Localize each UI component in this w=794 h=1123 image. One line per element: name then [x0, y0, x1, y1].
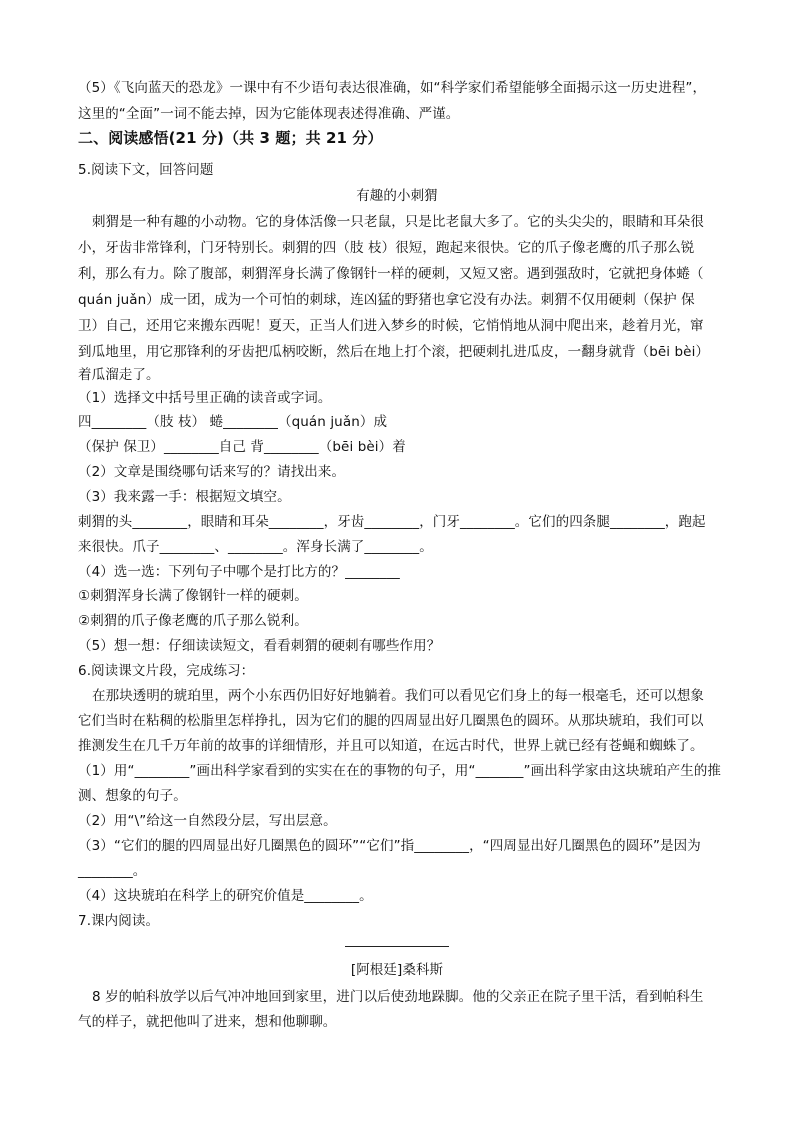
author-line: [阿根廷]桑科斯 — [350, 962, 444, 978]
question-6-heading: 6.阅读课文片段，完成练习： — [78, 663, 255, 679]
title-blank-line — [345, 946, 449, 947]
question-4-5-line-2: 这里的“全面”一词不能去掉，因为它能体现表述得准确、严谨。 — [78, 106, 460, 122]
answer-line: （保护 保卫）________自己 背________（bēi bèi）着 — [78, 439, 406, 455]
passage-line: 它们当时在粘稠的松脂里怎样挣扎，因为它们的腿的四周显出好几圈黑色的圆环。从那块琥珀，我们可以 — [78, 713, 704, 729]
choice-1: ①刺猬浑身长满了像钢针一样的硬刺。 — [78, 588, 308, 604]
fill-blank-line: 刺猬的头________，眼睛和耳朵________，牙齿________，门牙________。它们的四条腿________，跑起 — [78, 514, 706, 530]
section-heading: 二、阅读感悟(21 分)（共 3 题；共 21 分） — [78, 129, 383, 147]
question-5-heading: 5.阅读下文，回答问题 — [78, 162, 214, 178]
question-5-3: （3）我来露一手：根据短文填空。 — [78, 489, 291, 505]
passage-line: 推测发生在几千万年前的故事的详细情形，并且可以知道，在远古时代，世界上就已经有苍蝇和蜘蛛了。 — [78, 738, 704, 754]
question-6-1: （1）用“________”画出科学家看到的实实在在的事物的句子，用“_______”画出科学家由这块琥珀产生的推 — [78, 763, 722, 779]
passage-line: 气的样子，就把他叫了进来，想和他聊聊。 — [78, 1014, 337, 1030]
passage-line: 卫）自己，还用它来搬东西呢！夏天，正当人们进入梦乡的时候，它悄悄地从洞中爬出来，趁着月光，窜 — [78, 318, 704, 334]
passage-line: quán juǎn）成一团，成为一个可怕的刺球，连凶猛的野猪也拿它没有办法。刺猬不仅用硬刺（保护 保 — [78, 292, 695, 308]
question-4-5-line-1: （5）《飞向蓝天的恐龙》一课中有不少语句表达很准确，如“科学家们希望能够全面揭示这一历史进程”， — [78, 80, 707, 96]
question-6-4: （4）这块琥珀在科学上的研究价值是________。 — [78, 888, 373, 904]
passage-line: 利，那么有力。除了腹部，刺猬浑身长满了像钢针一样的硬刺，又短又密。遇到强敌时，它就把身体蜷（ — [78, 266, 704, 282]
passage-line: 小，牙齿非常锋利，门牙特别长。刺猬的四（肢 枝）很短，跑起来很快。它的爪子像老鹰的爪子那么锐 — [78, 240, 695, 256]
passage-line: 8 岁的帕科放学以后气冲冲地回到家里，进门以后使劲地跺脚。他的父亲正在院子里干活，看到帕科生 — [92, 989, 704, 1005]
question-6-1-cont: 测、想象的句子。 — [78, 788, 187, 804]
question-6-3: （3）“它们的腿的四周显出好几圈黑色的圆环”“它们”指________，“四周显出好几圈黑色的圆环”是因为 — [78, 838, 701, 854]
choice-2: ②刺猬的爪子像老鹰的爪子那么锐利。 — [78, 613, 308, 629]
passage-title: 有趣的小刺猬 — [356, 188, 438, 204]
question-5-2: （2）文章是围绕哪句话来写的？请找出来。 — [78, 464, 346, 480]
question-6-2: （2）用“\”给这一自然段分层，写出层意。 — [78, 813, 337, 829]
question-5-4: （4）选一选：下列句子中哪个是打比方的？________ — [78, 564, 400, 580]
title-blank — [0, 946, 794, 947]
passage-line: 刺猬是一种有趣的小动物。它的身体活像一只老鼠，只是比老鼠大多了。它的头尖尖的，眼睛和耳朵很 — [92, 214, 704, 230]
passage-line: 到瓜地里，用它那锋利的牙齿把瓜柄咬断，然后在地上打个滚，把硬刺扎进瓜皮，一翻身就背（bēi bèi） — [78, 344, 710, 360]
passage-line: 着瓜溜走了。 — [78, 367, 160, 383]
answer-line: 四________（肢 枝） 蜷________（quán juǎn）成 — [78, 414, 388, 430]
fill-blank-line: 来很快。爪子________、________。浑身长满了________。 — [78, 539, 433, 555]
question-7-heading: 7.课内阅读。 — [78, 913, 160, 929]
passage-line: 在那块透明的琥珀里，两个小东西仍旧好好地躺着。我们可以看见它们身上的每一根毫毛，还可以想象 — [92, 688, 704, 704]
question-5-5: （5）想一想：仔细读读短文，看看刺猬的硬刺有哪些作用？ — [78, 638, 441, 654]
question-6-3-cont: ________。 — [78, 863, 147, 879]
question-5-1: （1）选择文中括号里正确的读音或字词。 — [78, 390, 332, 406]
